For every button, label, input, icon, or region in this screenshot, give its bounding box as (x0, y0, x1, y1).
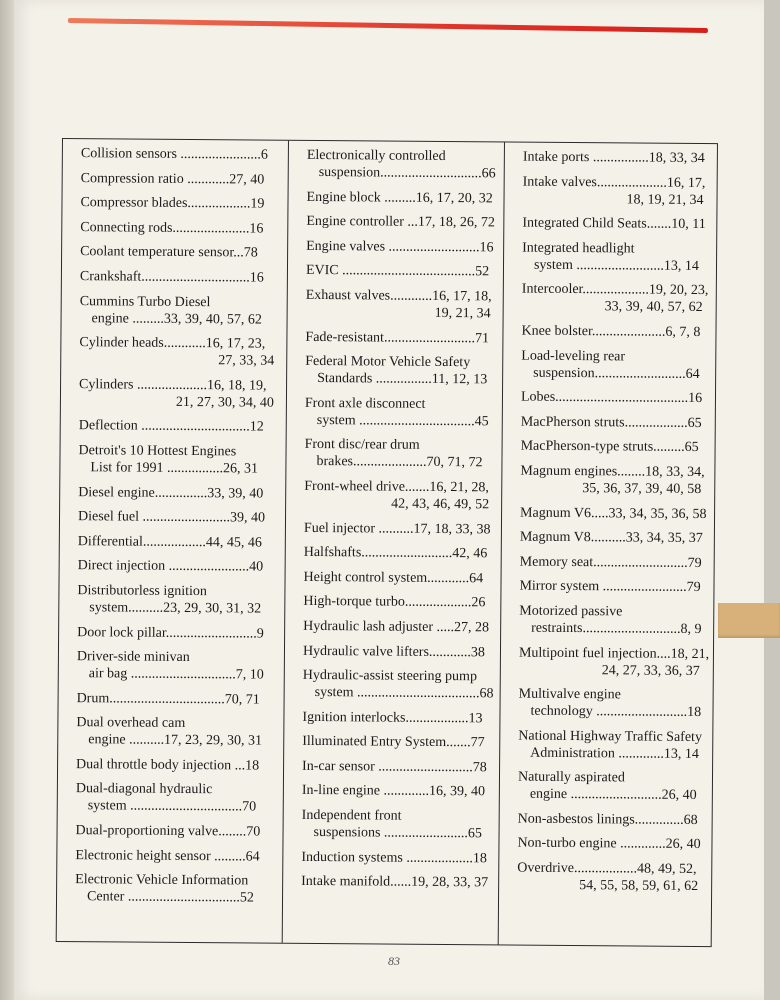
index-entry-continuation: 18, 19, 21, 34 (626, 192, 704, 208)
index-entry-term: Electronic Vehicle Information (75, 872, 249, 889)
index-entry-term: Intercooler...................19, 20, 23, (521, 281, 709, 299)
index-entry-term: Illuminated Entry System.......77 (302, 734, 485, 751)
index-entry (80, 268, 277, 287)
index-entry-term: Dual-diagonal hydraulic (75, 781, 213, 798)
index-entry-term: Front disc/rear drum (304, 437, 420, 454)
index-entry-term: Differential..................44, 45, 46 (77, 533, 262, 551)
index-entry (80, 293, 277, 329)
index-entry-continuation: 54, 55, 58, 59, 61, 62 (579, 878, 699, 895)
index-entry-term: Dual throttle body injection ...18 (76, 757, 260, 774)
index-entry-term: Compression ratio ............27, 40 (80, 170, 265, 188)
index-column-1 (57, 139, 289, 943)
index-entry-continuation: 21, 27, 30, 34, 40 (175, 394, 274, 411)
index-entry (301, 849, 488, 867)
index-entry-term: Induction systems ...................18 (301, 849, 487, 867)
index-entry (521, 438, 704, 456)
index-entry (521, 347, 704, 382)
index-entry-continuation: Standards ................11, 12, 13 (317, 371, 488, 388)
index-entry-continuation: system..........23, 29, 30, 31, 32 (89, 600, 262, 617)
index-entry-term: Mirror system ........................79 (519, 578, 701, 596)
index-entry-continuation: 24, 27, 33, 36, 37 (601, 662, 700, 679)
index-entry (305, 328, 492, 346)
index-entry-term: Integrated headlight (522, 240, 635, 257)
index-entry-continuation: brakes.....................70, 71, 72 (316, 454, 483, 471)
index-entry-term: Knee bolster.....................6, 7, 8 (521, 323, 701, 340)
index-entry-term: Engine valves ..........................16 (306, 238, 494, 256)
index-entry-term: Magnum engines........18, 33, 34, (520, 463, 705, 480)
index-entry-term: Connecting rods......................16 (80, 219, 264, 237)
index-entry (518, 686, 701, 721)
index-entry (520, 529, 703, 547)
index-entry-term: Hydraulic-assist steering pump (302, 668, 478, 685)
index-entry (79, 417, 276, 436)
index-entry-term: Engine controller ...17, 18, 26, 72 (306, 214, 495, 231)
index-entry-term: Magnum V6.....33, 34, 35, 36, 58 (520, 505, 707, 522)
index-entry (301, 873, 488, 891)
index-entry-continuation: 33, 39, 40, 57, 62 (604, 299, 703, 316)
index-entry-continuation: Administration .............13, 14 (530, 745, 700, 762)
index-entry-continuation: engine ..........................26, 40 (529, 786, 697, 804)
index-entry-term: Non-turbo engine .............26, 40 (517, 836, 701, 853)
index-entry-term: EVIC ......................................52 (305, 263, 490, 280)
index-entry (304, 436, 491, 471)
index-entry (75, 871, 272, 907)
index-entry (518, 727, 701, 762)
index-entry-term: MacPherson struts..................65 (520, 414, 702, 431)
index-entry-term: Non-asbestos linings..............68 (517, 811, 698, 828)
index-entry (78, 484, 275, 503)
index-entry-term: Intake valves....................16, 17, (522, 174, 706, 191)
page-tab-marker (718, 603, 780, 638)
index-entry (79, 334, 276, 370)
index-entry (302, 758, 489, 776)
index-entry-term: Engine block .........16, 17, 20, 32 (306, 189, 493, 206)
index-entry-term: Detroit's 10 Hottest Engines (78, 443, 237, 460)
index-entry-term: MacPherson-type struts.........65 (520, 438, 699, 456)
index-entry (521, 389, 704, 407)
index-entry-term: Driver-side minivan (76, 649, 190, 666)
index-entry (303, 569, 490, 587)
index-entry-term: Motorized passive (519, 603, 623, 620)
index-entry-term: Multipoint fuel injection....18, 21, (518, 645, 710, 662)
index-entry (306, 262, 493, 280)
index-entry (81, 145, 278, 164)
index-entry-term: Height control system............64 (303, 569, 484, 587)
index-entry (305, 395, 492, 430)
index-entry-term: Door lock pillar..........................9 (77, 624, 264, 642)
index-entry-term: Halfshafts..........................42, 46 (303, 545, 488, 562)
index-entry (306, 189, 493, 207)
index-entry (81, 170, 278, 189)
index-entry (522, 239, 705, 274)
index-entry (304, 478, 491, 513)
index-entry (303, 593, 490, 611)
index-entry-term: Crankshaft...............................16 (79, 269, 264, 286)
index-entry-term: Compressor blades..................19 (80, 195, 265, 212)
index-entry-term: Deflection ...............................12 (78, 418, 264, 435)
index-entry (77, 648, 274, 684)
index-entry (76, 781, 273, 817)
index-entry (301, 807, 488, 842)
index-entry-term: Diesel engine...............33, 39, 40 (78, 484, 264, 502)
index-entry-term: Hydraulic valve lifters............38 (302, 643, 485, 660)
index-entry (517, 835, 700, 853)
index-entry-term: Front axle disconnect (304, 395, 426, 412)
index-entry-term: Drum.................................70, 71 (76, 690, 260, 708)
index-entry-term: Dual overhead cam (76, 715, 186, 732)
index-entry (306, 287, 493, 322)
index-entry (75, 847, 272, 866)
index-entry-continuation: 19, 21, 34 (434, 305, 491, 322)
index-entry (302, 782, 489, 800)
index-entry-term: High-torque turbo...................26 (303, 594, 486, 611)
index-entry-continuation: 42, 43, 46, 49, 52 (391, 496, 490, 513)
index-entry (306, 213, 493, 231)
index-entry-term: Naturally aspirated (517, 769, 625, 786)
index-column-3 (499, 142, 716, 946)
index-entry-term: Multivalve engine (518, 686, 621, 703)
index-entry-term: Ignition interlocks..................13 (302, 709, 483, 727)
index-entry-term: Diesel fuel .........................39, 40 (77, 509, 266, 526)
index-entry-continuation: 27, 33, 34 (218, 353, 275, 369)
index-entry (519, 578, 702, 596)
index-entry-continuation: system ................................70 (87, 798, 257, 816)
index-entry (518, 769, 701, 804)
index-entry (523, 149, 706, 167)
index-entry-continuation: system .........................13, 14 (533, 257, 699, 274)
index-entry (521, 413, 704, 431)
index-entry-term: Cylinders ....................16, 18, 19, (79, 376, 267, 394)
index-entry-continuation: suspension.............................66 (318, 165, 496, 182)
index-entry-term: National Highway Traffic Safety (518, 728, 703, 745)
index-entry-term: Distributorless ignition (77, 583, 208, 600)
index-entry-term: Coolant temperature sensor...78 (80, 244, 258, 261)
index-entry-continuation: Center ................................52 (86, 889, 254, 906)
index-entry (77, 690, 274, 709)
index-entry (306, 238, 493, 256)
index-entry (80, 244, 277, 263)
index-entry-continuation: List for 1991 ................26, 31 (90, 460, 259, 477)
index-entry-continuation: suspension..........................64 (533, 365, 700, 382)
index-entry (305, 353, 492, 388)
index-entry-continuation: restraints............................8, 9 (531, 620, 702, 637)
index-entry-continuation: air bag ..............................7, 10 (88, 666, 264, 683)
page-number: 83 (388, 954, 400, 968)
index-entry-term: Cummins Turbo Diesel (79, 293, 211, 310)
index-entry-term: Fuel injector ..........17, 18, 33, 38 (303, 520, 491, 537)
index-entry-term: Direct injection .......................40 (77, 558, 264, 575)
index-entry (520, 463, 703, 498)
index-entry (303, 642, 490, 660)
index-entry-term: Front-wheel drive.......16, 21, 28, (304, 478, 490, 496)
index-entry (77, 624, 274, 643)
index-entry (78, 508, 275, 527)
index-entry (302, 667, 494, 702)
index-entry (77, 582, 274, 618)
index-entry-term: Independent front (301, 807, 402, 824)
index-entry-term: In-car sensor ...........................78 (302, 758, 487, 776)
index-entry (78, 442, 275, 478)
index-entry (75, 822, 272, 841)
index-entry (79, 376, 276, 412)
index-entry-term: Federal Motor Vehicle Safety (305, 354, 471, 371)
index-entry-term: Exhaust valves............16, 17, 18, (305, 287, 492, 305)
index-entry (520, 553, 703, 571)
index-entry-term: Integrated Child Seats.......10, 11 (522, 215, 706, 233)
index-entry-continuation: engine .........33, 39, 40, 57, 62 (91, 310, 262, 328)
index-entry-continuation: system .................................45 (316, 412, 489, 430)
index-entry (302, 709, 489, 727)
index-entry (517, 860, 700, 895)
index-entry-term: Overdrive..................48, 49, 52, (517, 860, 697, 878)
index-entry (518, 810, 701, 828)
index-entry-term: Memory seat...........................79 (519, 554, 702, 571)
index-entry (80, 219, 277, 238)
index-entry (521, 281, 709, 316)
index-entry-term: Lobes......................................16 (520, 389, 703, 407)
index-entry-term: Hydraulic lash adjuster .....27, 28 (303, 618, 490, 636)
index-entry-term: Magnum V8..........33, 34, 35, 37 (519, 529, 703, 547)
index-entry-continuation: technology ..........................18 (530, 703, 702, 721)
index-entry (304, 519, 491, 537)
index-entry (521, 323, 704, 341)
index-entry (76, 714, 273, 750)
index-box (56, 138, 718, 947)
index-entry (522, 215, 705, 233)
index-entry-term: Collision sensors .......................6 (80, 146, 269, 163)
index-entry-term: Load-leveling rear (521, 348, 626, 364)
index-entry (518, 644, 710, 679)
index-entry-term: Fade-resistant..........................71 (305, 329, 490, 346)
index-entry-term: In-line engine .............16, 39, 40 (301, 783, 486, 800)
index-entry (303, 618, 490, 636)
index-entry (78, 557, 275, 576)
index-entry (519, 603, 702, 638)
index-entry-term: Electronically controlled (306, 147, 446, 165)
index-entry (78, 533, 275, 552)
index-entry-continuation: suspensions ........................65 (313, 825, 483, 842)
index-entry-term: Electronic height sensor .........64 (75, 847, 260, 865)
index-entry (520, 504, 707, 522)
index-entry (304, 544, 491, 562)
index-entry (76, 756, 273, 775)
index-entry (80, 194, 277, 213)
index-entry (307, 147, 494, 182)
index-entry-term: Intake manifold......19, 28, 33, 37 (301, 874, 489, 891)
index-entry-continuation: system ...................................68 (314, 685, 494, 702)
index-entry-term: Cylinder heads............16, 17, 23, (79, 335, 266, 352)
index-entry-term: Intake ports ................18, 33, 34 (522, 149, 705, 167)
index-entry (522, 173, 705, 208)
index-entry (302, 733, 489, 751)
index-entry-continuation: engine ..........17, 23, 29, 30, 31 (88, 732, 263, 749)
index-entry-term: Dual-proportioning valve........70 (75, 823, 261, 840)
index-entry-continuation: 35, 36, 37, 39, 40, 58 (582, 481, 702, 497)
index-column-2 (283, 141, 505, 945)
